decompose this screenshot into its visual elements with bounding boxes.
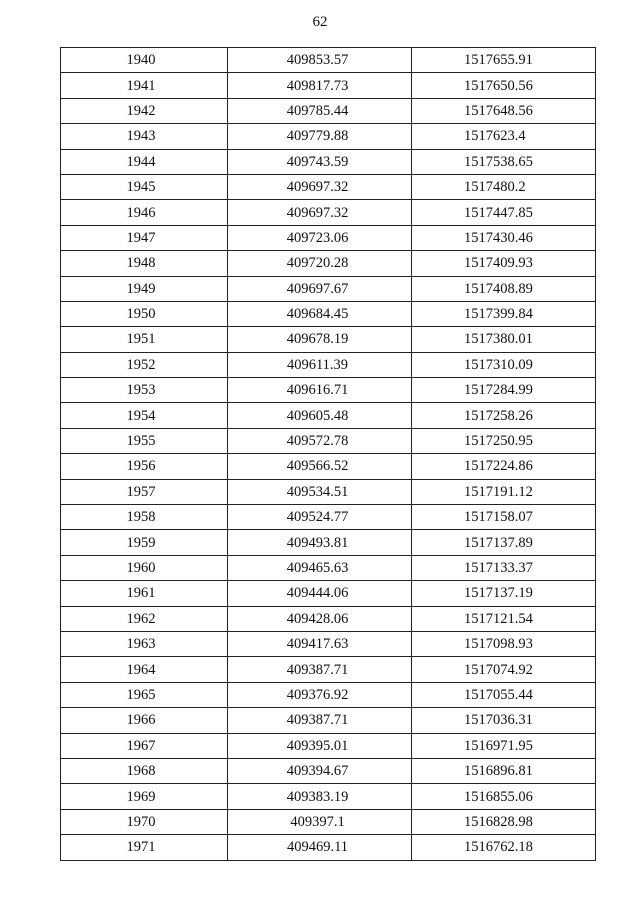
x-coordinate-cell: 409572.78	[228, 428, 412, 453]
x-coordinate-cell: 409611.39	[228, 352, 412, 377]
y-coordinate-cell: 1517036.31	[412, 708, 596, 733]
y-coordinate-cell: 1517380.01	[412, 327, 596, 352]
x-coordinate-cell: 409493.81	[228, 530, 412, 555]
table-row	[61, 505, 596, 530]
point-number-cell: 1950	[61, 301, 228, 326]
point-number-cell: 1961	[61, 581, 228, 606]
x-coordinate-cell: 409743.59	[228, 149, 412, 174]
x-coordinate-cell: 409387.71	[228, 657, 412, 682]
table-row	[61, 682, 596, 707]
y-coordinate-cell: 1517074.92	[412, 657, 596, 682]
y-coordinate-cell: 1517258.26	[412, 403, 596, 428]
point-number-cell: 1971	[61, 835, 228, 860]
y-coordinate-cell: 1517480.2	[412, 174, 596, 199]
table-row	[61, 149, 596, 174]
table-row	[61, 555, 596, 580]
y-coordinate-cell: 1517399.84	[412, 301, 596, 326]
y-coordinate-cell: 1517623.4	[412, 124, 596, 149]
point-number-cell: 1942	[61, 98, 228, 123]
table-row	[61, 403, 596, 428]
point-number-cell: 1967	[61, 733, 228, 758]
y-coordinate-cell: 1517655.91	[412, 48, 596, 73]
y-coordinate-cell: 1517310.09	[412, 352, 596, 377]
table-row	[61, 276, 596, 301]
y-coordinate-cell: 1517098.93	[412, 631, 596, 656]
y-coordinate-cell: 1517121.54	[412, 606, 596, 631]
point-number-cell: 1954	[61, 403, 228, 428]
x-coordinate-cell: 409697.67	[228, 276, 412, 301]
point-number-cell: 1946	[61, 200, 228, 225]
point-number-cell: 1953	[61, 378, 228, 403]
y-coordinate-cell: 1516971.95	[412, 733, 596, 758]
coordinates-table	[60, 47, 596, 861]
table-row	[61, 809, 596, 834]
x-coordinate-cell: 409417.63	[228, 631, 412, 656]
point-number-cell: 1944	[61, 149, 228, 174]
page-number: 62	[312, 14, 328, 30]
table-row	[61, 301, 596, 326]
coordinates-table-body	[61, 48, 596, 861]
y-coordinate-cell: 1517137.89	[412, 530, 596, 555]
x-coordinate-cell: 409723.06	[228, 225, 412, 250]
x-coordinate-cell: 409383.19	[228, 784, 412, 809]
table-row	[61, 98, 596, 123]
x-coordinate-cell: 409394.67	[228, 758, 412, 783]
point-number-cell: 1968	[61, 758, 228, 783]
y-coordinate-cell: 1517650.56	[412, 73, 596, 98]
point-number-cell: 1943	[61, 124, 228, 149]
y-coordinate-cell: 1517447.85	[412, 200, 596, 225]
point-number-cell: 1945	[61, 174, 228, 199]
table-row	[61, 73, 596, 98]
x-coordinate-cell: 409678.19	[228, 327, 412, 352]
x-coordinate-cell: 409387.71	[228, 708, 412, 733]
x-coordinate-cell: 409684.45	[228, 301, 412, 326]
table-row	[61, 758, 596, 783]
x-coordinate-cell: 409720.28	[228, 251, 412, 276]
point-number-cell: 1956	[61, 454, 228, 479]
table-row	[61, 784, 596, 809]
table-row	[61, 378, 596, 403]
x-coordinate-cell: 409817.73	[228, 73, 412, 98]
x-coordinate-cell: 409376.92	[228, 682, 412, 707]
x-coordinate-cell: 409534.51	[228, 479, 412, 504]
table-row	[61, 530, 596, 555]
point-number-cell: 1958	[61, 505, 228, 530]
table-row	[61, 708, 596, 733]
x-coordinate-cell: 409469.11	[228, 835, 412, 860]
x-coordinate-cell: 409697.32	[228, 200, 412, 225]
table-row	[61, 479, 596, 504]
x-coordinate-cell: 409697.32	[228, 174, 412, 199]
point-number-cell: 1952	[61, 352, 228, 377]
table-row	[61, 733, 596, 758]
table-row	[61, 835, 596, 860]
point-number-cell: 1965	[61, 682, 228, 707]
y-coordinate-cell: 1517538.65	[412, 149, 596, 174]
y-coordinate-cell: 1517137.19	[412, 581, 596, 606]
point-number-cell: 1949	[61, 276, 228, 301]
table-row	[61, 631, 596, 656]
y-coordinate-cell: 1516896.81	[412, 758, 596, 783]
point-number-cell: 1963	[61, 631, 228, 656]
x-coordinate-cell: 409566.52	[228, 454, 412, 479]
table-row	[61, 48, 596, 73]
point-number-cell: 1970	[61, 809, 228, 834]
x-coordinate-cell: 409395.01	[228, 733, 412, 758]
table-row	[61, 174, 596, 199]
y-coordinate-cell: 1517133.37	[412, 555, 596, 580]
y-coordinate-cell: 1517648.56	[412, 98, 596, 123]
table-row	[61, 124, 596, 149]
table-row	[61, 606, 596, 631]
table-row	[61, 581, 596, 606]
x-coordinate-cell: 409616.71	[228, 378, 412, 403]
point-number-cell: 1960	[61, 555, 228, 580]
table-row	[61, 225, 596, 250]
point-number-cell: 1947	[61, 225, 228, 250]
point-number-cell: 1940	[61, 48, 228, 73]
point-number-cell: 1941	[61, 73, 228, 98]
point-number-cell: 1969	[61, 784, 228, 809]
point-number-cell: 1966	[61, 708, 228, 733]
y-coordinate-cell: 1517408.89	[412, 276, 596, 301]
point-number-cell: 1959	[61, 530, 228, 555]
y-coordinate-cell: 1517055.44	[412, 682, 596, 707]
x-coordinate-cell: 409785.44	[228, 98, 412, 123]
y-coordinate-cell: 1516855.06	[412, 784, 596, 809]
x-coordinate-cell: 409465.63	[228, 555, 412, 580]
y-coordinate-cell: 1517409.93	[412, 251, 596, 276]
x-coordinate-cell: 409524.77	[228, 505, 412, 530]
table-row	[61, 352, 596, 377]
x-coordinate-cell: 409605.48	[228, 403, 412, 428]
y-coordinate-cell: 1517284.99	[412, 378, 596, 403]
point-number-cell: 1948	[61, 251, 228, 276]
x-coordinate-cell: 409853.57	[228, 48, 412, 73]
x-coordinate-cell: 409397.1	[228, 809, 412, 834]
table-row	[61, 251, 596, 276]
y-coordinate-cell: 1517191.12	[412, 479, 596, 504]
point-number-cell: 1964	[61, 657, 228, 682]
x-coordinate-cell: 409428.06	[228, 606, 412, 631]
point-number-cell: 1955	[61, 428, 228, 453]
y-coordinate-cell: 1516762.18	[412, 835, 596, 860]
y-coordinate-cell: 1517250.95	[412, 428, 596, 453]
point-number-cell: 1951	[61, 327, 228, 352]
y-coordinate-cell: 1517430.46	[412, 225, 596, 250]
y-coordinate-cell: 1516828.98	[412, 809, 596, 834]
table-row	[61, 327, 596, 352]
point-number-cell: 1957	[61, 479, 228, 504]
table-row	[61, 657, 596, 682]
x-coordinate-cell: 409444.06	[228, 581, 412, 606]
table-row	[61, 200, 596, 225]
y-coordinate-cell: 1517158.07	[412, 505, 596, 530]
x-coordinate-cell: 409779.88	[228, 124, 412, 149]
table-row	[61, 454, 596, 479]
table-row	[61, 428, 596, 453]
y-coordinate-cell: 1517224.86	[412, 454, 596, 479]
point-number-cell: 1962	[61, 606, 228, 631]
